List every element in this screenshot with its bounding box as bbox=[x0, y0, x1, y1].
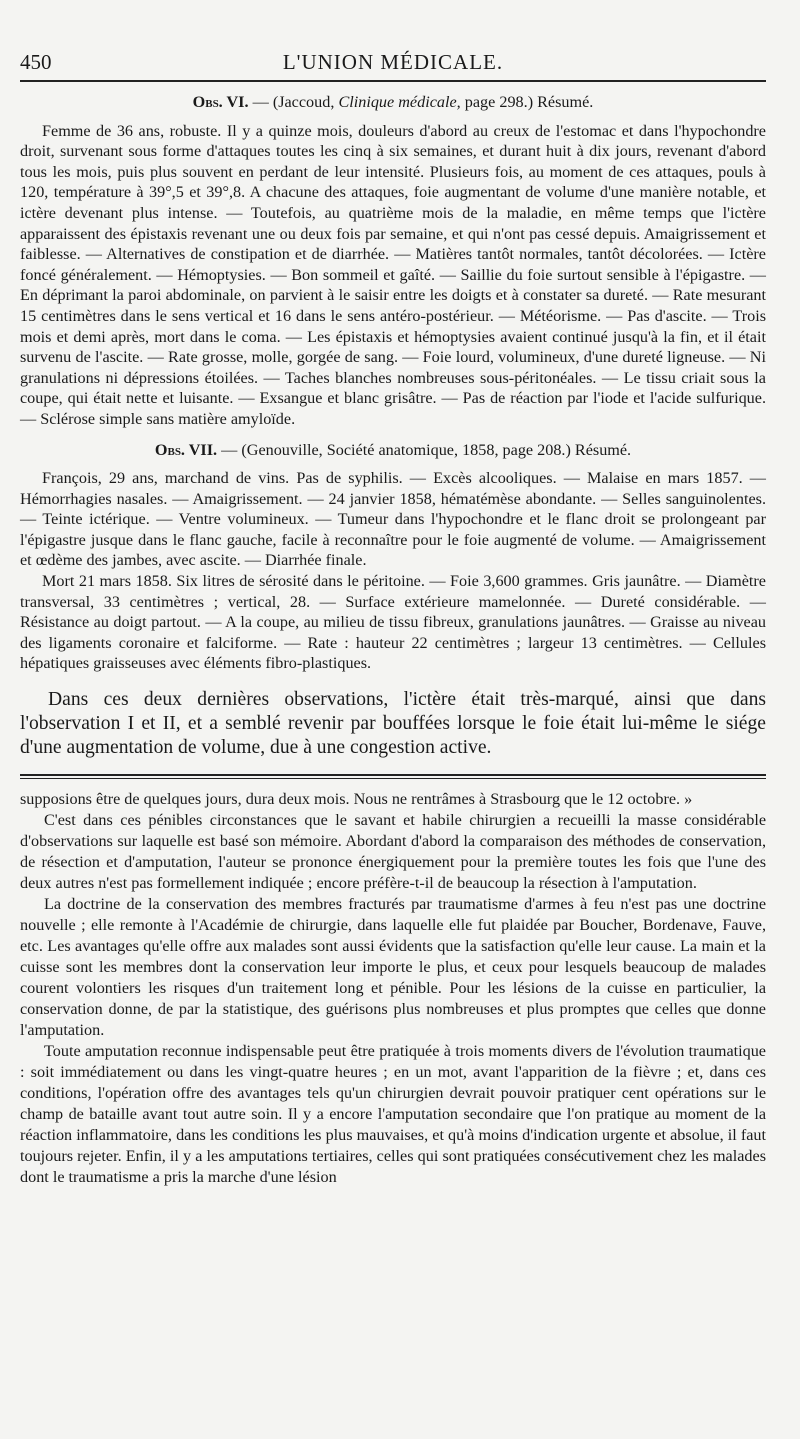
observation-6-heading bbox=[20, 92, 766, 113]
body-paragraph: Toute amputation reconnue indispensable peut être pratiquée à trois moments divers de l'évolution traumatique : soit immédiatement ou dans les vingt-quatre heures ; en un mot, avant l'apparition de la fièvre ; et, dans ces conditions, l'opération offre des avantages tels qu'un chirurgien devrait pouvoir pratiquer cent opérations sur le champ de bataille avant tout autre soin. Il y a encore l'amputation secondaire que l'on pratique au moment de la réaction inflammatoire, dans les conditions les plus mauvaises, et qu'à moins d'indication urgente et absolue, il faut toujours rejeter. Enfin, il y a les amputations tertiaires, celles qui sont pratiquées consécutivement chez les malades dont le traumatisme a pris la marche d'une lésion bbox=[20, 1042, 766, 1187]
conclusion-text: Dans ces deux dernières observations, l'ictère était très-marqué, ainsi que dans l'observation I et II, et a semblé revenir par bouffées lorsque le foie était lui-même le siége d'une augmentation de volume, due à une congestion active. bbox=[20, 689, 766, 759]
journal-title: L'UNION MÉDICALE. bbox=[282, 50, 504, 74]
observation-7-label: Obs. VII. bbox=[154, 440, 218, 459]
observation-6-source-post: page 298.) Résumé. bbox=[464, 93, 594, 111]
observation-6 bbox=[20, 92, 766, 430]
observation-7-paragraph: Mort 21 mars 1858. Six litres de sérosité dans le péritoine. — Foie 3,600 grammes. Gris jaunâtre. — Diamètre transversal, 33 centimètres ; vertical, 28. — Surface extérieure mamelonnée. — Dureté considérable. — Résistance au doigt partout. — A la coupe, au milieu de tissu fibreux, granulations jaunâtres. — Graisse au niveau des ligaments coronaire et falciforme. — Rate : hauteur 22 centimètres ; largeur 13 centimètres. — Cellules hépatiques graisseuses avec éléments fibro-plastiques. bbox=[20, 572, 766, 673]
body-paragraph: C'est dans ces pénibles circonstances que le savant et habile chirurgien a recueilli la masse considérable d'observations sur laquelle est basé son mémoire. Abordant d'abord la comparaison des méthodes de conservation, de résection et d'amputation, l'auteur se prononce énergiquement pour la première toutes les fois que l'une des deux autres n'est pas formellement indiquée ; encore préfère-t-il de beaucoup la résection à l'amputation. bbox=[20, 811, 766, 893]
page-number: 450 bbox=[20, 50, 52, 74]
observation-6-source-title: Clinique médicale, bbox=[338, 93, 461, 111]
body-continuation: supposions être de quelques jours, dura deux mois. Nous ne rentrâmes à Strasbourg que le 12 octobre. » bbox=[20, 790, 693, 809]
observation-6-label: Obs. VI. bbox=[192, 93, 249, 111]
observation-6-text: Femme de 36 ans, robuste. Il y a quinze mois, douleurs d'abord au creux de l'estomac et dans l'hypochondre droit, survenant sous forme d'attaques toutes les cinq à six semaines, et durant huit à dix jours, revenant d'abord tous les mois, puis plus souvent en perdant de leur intensité. Plusieurs fois, au moment de ces attaques, pouls à 120, température à 39°,5 et 39°,8. A chacune des attaques, foie augmentant de volume d'une manière notable, et ictère devenant plus intense. — Toutefois, au quatrième mois de la maladie, en même temps que l'ictère apparaissent des épistaxis revenant une ou deux fois par semaine, et qui n'ont pas cessé depuis. Amaigrissement et faiblesse. — Alternatives de constipation et de diarrhée. — Matières tantôt normales, tantôt décolorées. — Ictère foncé généralement. — Hémoptysies. — Bon sommeil et gaîté. — Saillie du foie surtout sensible à l'épigastre. — En déprimant la paroi abdominale, on parvient à le saisir entre les doigts et à constater sa dureté. — Rate mesurant 15 centimètres dans le sens vertical et 16 dans le sens antéro-postérieur. — Météorisme. — Pas d'ascite. — Trois mois et demi après, mort dans le coma. — Les épistaxis et hémoptysies avaient continué jusqu'à la fin, et il était survenu de l'ascite. — Rate grosse, molle, gorgée de sang. — Foie lourd, volumineux, d'une dureté ligneuse. — Ni granulations ni dépressions étoilées. — Taches blanches nombreuses sous-péritonéales. — Le tissu criait sous la coupe, qui était nette et luisante. — Exsangue et blanc grisâtre. — Pas de réaction par l'iode et l'acide sulfurique. — Sclérose simple sans matière amyloïde. bbox=[20, 121, 766, 428]
observation-7 bbox=[20, 440, 766, 675]
conclusion-block bbox=[20, 688, 766, 760]
feuilleton-text bbox=[20, 789, 766, 1188]
section-divider bbox=[20, 774, 766, 779]
observation-7-heading bbox=[20, 440, 766, 461]
observation-7-source: — (Genouville, Société anatomique, 1858, page 208.) Résumé. bbox=[221, 440, 632, 459]
running-head bbox=[20, 46, 766, 82]
body-paragraph: La doctrine de la conservation des membres fracturés par traumatisme d'armes à feu n'est pas une doctrine nouvelle ; elle remonte à l'Académie de chirurgie, dans laquelle elle fut plaidée par Boucher, Bordenave, Fauve, etc. Les avantages qu'elle offre aux malades sont aussi évidents que la satisfaction qu'elle leur cause. La main et la cuisse sont les membres dont la conservation leur importe le plus, et ceux pour lesquels beaucoup de malades courent volontiers les risques d'un traitement long et pénible. Pour les lésions de la cuisse en particulier, la conservation donne, de par la statistique, des guérisons plus nombreuses et plus promptes que celles que donne l'amputation. bbox=[20, 895, 766, 1040]
observation-7-paragraph: François, 29 ans, marchand de vins. Pas de syphilis. — Excès alcooliques. — Malaise en mars 1857. — Hémorrhagies nasales. — Amaigrissement. — 24 janvier 1858, hématémèse abondante. — Selles sanguinolentes. — Teinte ictérique. — Ventre volumineux. — Tumeur dans l'hypochondre et le flanc droit se prolongeant par l'épigastre jusque dans le flanc gauche, facile à reconnaître pour le foie augmenté de volume. — Amaigrissement et œdème des jambes, avec ascite. — Diarrhée finale. bbox=[20, 469, 766, 570]
observation-6-source-pre: — (Jaccoud, bbox=[252, 93, 335, 111]
